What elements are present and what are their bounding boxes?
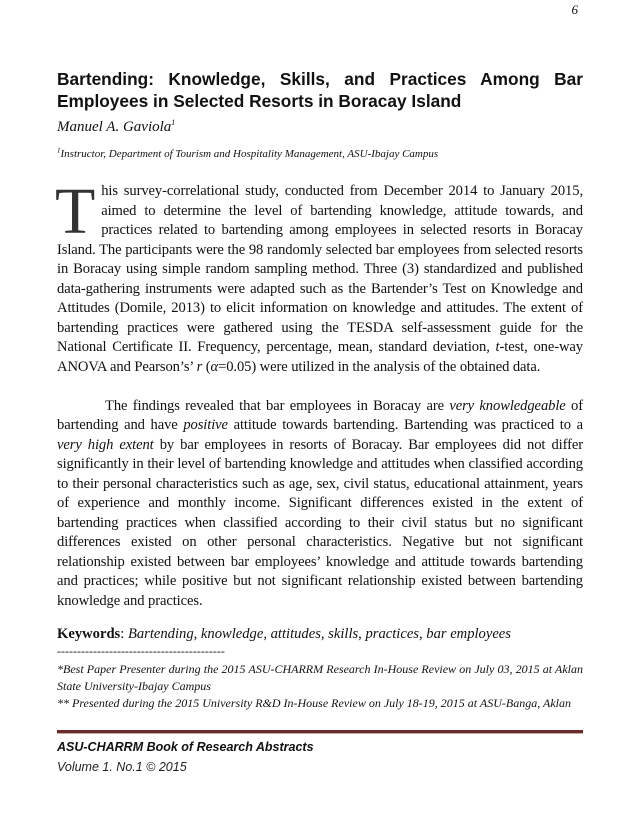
text: -test, one-way ANOVA and Pearson’s’ [57, 339, 583, 375]
text: by bar employees in resorts of Boracay. Bar employees did not differ significantly in their level of bartending knowledge and attitudes when classified according to their personal characteristics such as age, sex, civil status, educational attainment, years of experience and monthly income. Significant differences existed in the extent of bartending practices when classified according to their civil status but no significant differences existed on other personal characteristics. Negative but not significant relationship existed between bar employees’ knowledge and attitude towards bartending and practices; while positive but not significant relationship existed between bartending knowledge and practices. [57, 436, 583, 609]
text: α [210, 358, 219, 375]
affiliation-text: Instructor, Department of Tourism and Hospitality Management, ASU-Ibajay Campus [60, 148, 439, 160]
text: very knowledgeable [449, 397, 566, 414]
author [57, 117, 583, 137]
abstract-paragraph-2 [57, 397, 583, 612]
keywords [57, 625, 583, 644]
affiliation [57, 147, 583, 162]
page-number: 6 [571, 2, 578, 17]
text: : [120, 626, 128, 642]
text: r [196, 358, 203, 375]
text: ( [202, 358, 211, 375]
affiliation-sup: 1 [57, 146, 61, 155]
text: very high extent [57, 436, 154, 453]
drop-cap: T [55, 175, 96, 248]
text: positive [183, 417, 228, 433]
text: The findings revealed that bar employees in Boracay are [105, 397, 450, 414]
text: attitude towards bartending. Bartending was practiced to a [227, 417, 583, 433]
keywords-label: Keywords [57, 626, 121, 642]
abstract-paragraph-1 [55, 175, 583, 377]
text: his survey-correlational study, conducted from December 2014 to January 2015, aimed to determine the level of bartending knowledge, attitude towards, and practices related to bartending among employees in selected resorts in Boracay Island. The participants were the 98 randomly selected bar employees from selected resorts in Boracay using simple random sampling method. Three (3) standardized and published data-gathering instruments were adapted such as the Bartender’s Test on Knowledge and Attitudes (Domile, 2013) to elicit information on knowledge and attitudes. The extent of bartending practices were gathered using the TESDA self-assessment guide for the National Certificate II. Frequency, percentage, mean, standard deviation, [57, 183, 583, 355]
text: =0.05) were utilized in the analysis of the obtained data. [218, 358, 541, 375]
author-sup: 1 [171, 118, 176, 127]
footnote-2: ** Presented during the 2015 University R&D In-House Review on July 18-19, 2015 at ASU-Banga, Aklan [57, 696, 572, 710]
journal-name: ASU-CHARRM Book of Research Abstracts [57, 740, 314, 754]
paper-title: Bartending: Knowledge, Skills, and Practices Among Bar Employees in Selected Resorts in Boracay Island [57, 69, 583, 111]
footnote-separator: ------------------------------------------ [57, 644, 225, 658]
footer-rule [57, 730, 583, 734]
journal-volume: Volume 1. No.1 © 2015 [57, 760, 187, 774]
text: of bartending and have [57, 397, 584, 433]
text: t [495, 339, 500, 355]
keywords-text: Bartending, knowledge, attitudes, skills, practices, bar employees [127, 626, 511, 642]
author-name: Manuel A. Gaviola [57, 119, 172, 135]
footnote-1: *Best Paper Presenter during the 2015 ASU-CHARRM Research In-House Review on July 03, 2015 at Aklan State University-Ibajay Campus [57, 662, 583, 693]
